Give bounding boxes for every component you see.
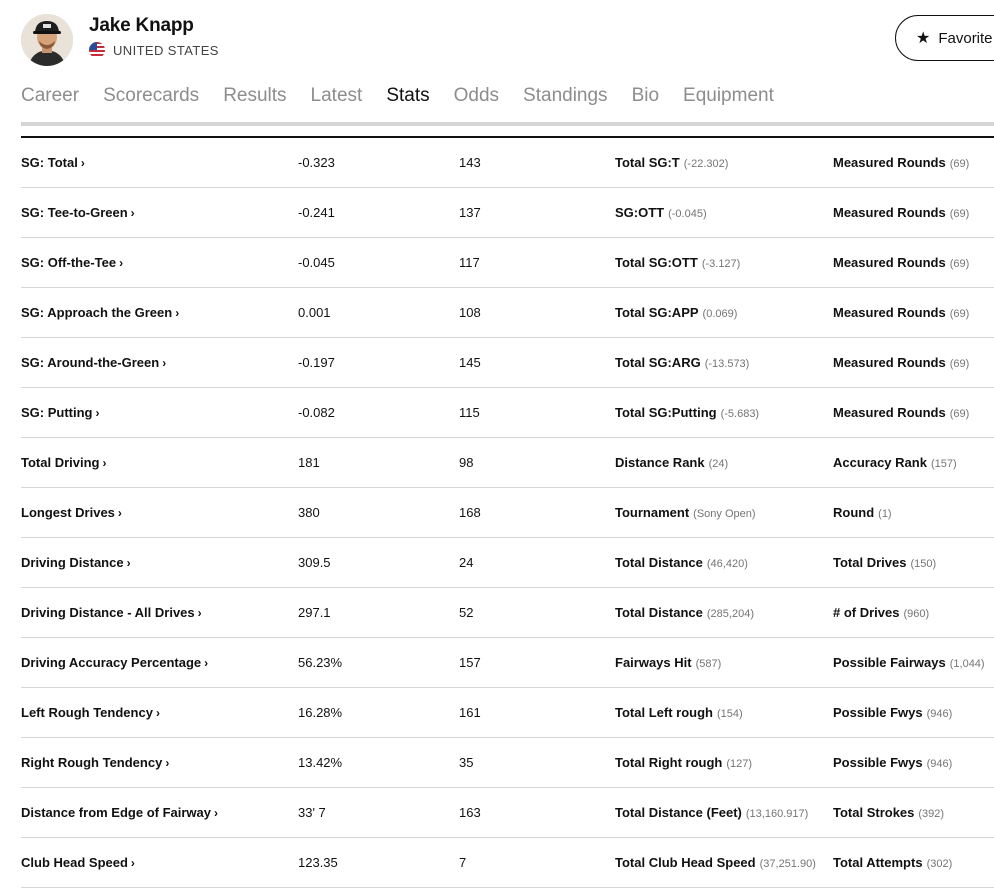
stat-supporting-1 bbox=[615, 138, 728, 187]
supporting-label: Tournament bbox=[615, 505, 690, 520]
supporting-value: (587) bbox=[695, 658, 722, 670]
supporting-value: (Sony Open) bbox=[693, 508, 756, 520]
stat-value: -0.241 bbox=[298, 205, 335, 220]
supporting-value: (-3.127) bbox=[701, 258, 741, 270]
supporting-value: (946) bbox=[926, 758, 953, 770]
stat-rank: 161 bbox=[459, 705, 481, 720]
stat-value: 309.5 bbox=[298, 555, 331, 570]
table-row bbox=[21, 538, 994, 588]
player-header bbox=[0, 0, 994, 70]
stat-supporting-2 bbox=[833, 188, 969, 237]
country-label: UNITED STATES bbox=[113, 42, 219, 58]
stat-supporting-1 bbox=[615, 588, 754, 637]
tab-career[interactable]: Career bbox=[21, 85, 80, 106]
stat-rank: 98 bbox=[459, 455, 474, 470]
supporting-value: (1) bbox=[878, 508, 892, 520]
stat-value: 33' 7 bbox=[298, 805, 326, 820]
stat-name: Right Rough Tendency bbox=[21, 755, 163, 770]
table-row bbox=[21, 838, 994, 888]
table-row bbox=[21, 138, 994, 188]
stat-supporting-1 bbox=[615, 438, 728, 487]
chevron-right-icon: › bbox=[80, 156, 85, 170]
stat-supporting-1 bbox=[615, 238, 740, 287]
supporting-label: Measured Rounds bbox=[833, 405, 946, 420]
chevron-right-icon: › bbox=[165, 756, 170, 770]
supporting-label: Total Strokes bbox=[833, 805, 915, 820]
stat-rank: 108 bbox=[459, 305, 481, 320]
stat-supporting-2 bbox=[833, 688, 952, 737]
supporting-label: Total SG:ARG bbox=[615, 355, 701, 370]
supporting-label: SG:OTT bbox=[615, 205, 665, 220]
chevron-right-icon: › bbox=[162, 356, 167, 370]
supporting-value: (69) bbox=[949, 158, 970, 170]
stat-rank: 168 bbox=[459, 505, 481, 520]
stat-value: 0.001 bbox=[298, 305, 331, 320]
stat-value: -0.197 bbox=[298, 355, 335, 370]
table-row bbox=[21, 588, 994, 638]
stat-rank: 117 bbox=[459, 255, 480, 270]
stat-name: SG: Around-the-Green bbox=[21, 355, 160, 370]
stat-name-link[interactable] bbox=[21, 388, 100, 437]
supporting-label: Total Distance (Feet) bbox=[615, 805, 742, 820]
player-avatar bbox=[21, 14, 73, 66]
table-row bbox=[21, 338, 994, 388]
stat-name-link[interactable] bbox=[21, 238, 123, 287]
stat-rank: 24 bbox=[459, 555, 474, 570]
tab-divider bbox=[21, 122, 994, 126]
stat-value: 297.1 bbox=[298, 605, 331, 620]
supporting-label: Measured Rounds bbox=[833, 305, 946, 320]
tab-equipment[interactable]: Equipment bbox=[683, 85, 774, 106]
stat-rank: 52 bbox=[459, 605, 474, 620]
supporting-label: Total SG:T bbox=[615, 155, 680, 170]
table-row bbox=[21, 438, 994, 488]
stat-supporting-2 bbox=[833, 738, 952, 787]
supporting-label: Total Left rough bbox=[615, 705, 713, 720]
supporting-label: Total Drives bbox=[833, 555, 907, 570]
table-row bbox=[21, 688, 994, 738]
stat-name-link[interactable] bbox=[21, 588, 202, 637]
supporting-label: Fairways Hit bbox=[615, 655, 692, 670]
supporting-label: Total SG:OTT bbox=[615, 255, 698, 270]
supporting-value: (946) bbox=[926, 708, 953, 720]
player-name: Jake Knapp bbox=[89, 15, 194, 36]
tab-latest[interactable]: Latest bbox=[310, 85, 363, 106]
supporting-value: (37,251.90) bbox=[759, 858, 816, 870]
stat-name-link[interactable] bbox=[21, 438, 106, 487]
stat-supporting-1 bbox=[615, 288, 737, 337]
tab-bio[interactable]: Bio bbox=[631, 85, 660, 106]
table-row bbox=[21, 738, 994, 788]
stat-supporting-1 bbox=[615, 488, 756, 537]
stat-value: 16.28% bbox=[298, 705, 343, 720]
table-row bbox=[21, 488, 994, 538]
supporting-value: (24) bbox=[708, 458, 729, 470]
stat-value: 56.23% bbox=[298, 655, 343, 670]
stat-rank: 145 bbox=[459, 355, 481, 370]
stat-supporting-2 bbox=[833, 288, 969, 337]
stat-name: Club Head Speed bbox=[21, 855, 128, 870]
stat-supporting-2 bbox=[833, 388, 969, 437]
stat-supporting-2 bbox=[833, 788, 944, 837]
chevron-right-icon: › bbox=[214, 806, 218, 820]
supporting-label: Round bbox=[833, 505, 875, 520]
stat-name-link[interactable] bbox=[21, 788, 218, 837]
supporting-value: (150) bbox=[910, 558, 937, 570]
supporting-label: Total Distance bbox=[615, 555, 703, 570]
stat-name-link[interactable] bbox=[21, 738, 169, 787]
supporting-label: # of Drives bbox=[833, 605, 900, 620]
tab-odds[interactable]: Odds bbox=[453, 85, 500, 106]
table-row bbox=[21, 788, 994, 838]
stat-value: -0.082 bbox=[298, 405, 335, 420]
supporting-label: Measured Rounds bbox=[833, 205, 946, 220]
stat-rank: 137 bbox=[459, 205, 481, 220]
supporting-value: (69) bbox=[949, 208, 970, 220]
stat-name: Distance from Edge of Fairway bbox=[21, 805, 211, 820]
chevron-right-icon: › bbox=[117, 506, 122, 520]
stat-value: 13.42% bbox=[298, 755, 343, 770]
stat-name-link[interactable] bbox=[21, 138, 85, 187]
stat-supporting-1 bbox=[615, 838, 816, 887]
stat-supporting-2 bbox=[833, 238, 969, 287]
supporting-label: Accuracy Rank bbox=[833, 455, 927, 470]
supporting-value: (-0.045) bbox=[668, 208, 707, 220]
supporting-label: Measured Rounds bbox=[833, 155, 946, 170]
chevron-right-icon: › bbox=[102, 456, 107, 470]
supporting-label: Total SG:APP bbox=[615, 305, 699, 320]
stat-name: SG: Tee-to-Green bbox=[21, 205, 128, 220]
supporting-value: (-5.683) bbox=[720, 408, 760, 420]
stat-name: SG: Putting bbox=[21, 405, 93, 420]
supporting-label: Distance Rank bbox=[615, 455, 705, 470]
chevron-right-icon: › bbox=[130, 206, 135, 220]
chevron-right-icon: › bbox=[175, 306, 180, 320]
stat-supporting-2 bbox=[833, 638, 985, 687]
stat-name-link[interactable] bbox=[21, 288, 179, 337]
stat-supporting-1 bbox=[615, 788, 808, 837]
supporting-label: Total Right rough bbox=[615, 755, 723, 770]
supporting-label: Total Attempts bbox=[833, 855, 923, 870]
player-tabs bbox=[21, 82, 798, 126]
stat-supporting-1 bbox=[615, 638, 721, 687]
supporting-value: (-22.302) bbox=[683, 158, 729, 170]
chevron-right-icon: › bbox=[130, 856, 135, 870]
stat-supporting-1 bbox=[615, 338, 749, 387]
stat-rank: 35 bbox=[459, 755, 474, 770]
favorite-label: Favorite bbox=[938, 29, 993, 47]
stat-name: Driving Distance bbox=[21, 555, 124, 570]
supporting-label: Total Distance bbox=[615, 605, 703, 620]
stat-supporting-1 bbox=[615, 388, 759, 437]
stat-name: Total Driving bbox=[21, 455, 100, 470]
table-row bbox=[21, 238, 994, 288]
stat-name-link[interactable] bbox=[21, 838, 135, 887]
stat-rank: 163 bbox=[459, 805, 481, 820]
tab-results[interactable]: Results bbox=[223, 85, 287, 106]
tab-standings[interactable]: Standings bbox=[523, 85, 608, 106]
stat-name: Driving Distance - All Drives bbox=[21, 605, 195, 620]
supporting-value: (960) bbox=[903, 608, 930, 620]
supporting-label: Possible Fwys bbox=[833, 755, 923, 770]
supporting-label: Total Club Head Speed bbox=[615, 855, 756, 870]
supporting-value: (69) bbox=[949, 258, 970, 270]
chevron-right-icon: › bbox=[126, 556, 131, 570]
stat-supporting-2 bbox=[833, 338, 969, 387]
tab-stats[interactable]: Stats bbox=[386, 82, 429, 126]
table-row bbox=[21, 388, 994, 438]
stat-value: -0.045 bbox=[298, 255, 335, 270]
stat-name: SG: Total bbox=[21, 155, 78, 170]
tab-scorecards[interactable]: Scorecards bbox=[103, 85, 200, 106]
stat-value: 181 bbox=[298, 455, 320, 470]
chevron-right-icon: › bbox=[204, 656, 209, 670]
supporting-value: (69) bbox=[949, 308, 970, 320]
stat-name-link[interactable] bbox=[21, 188, 135, 237]
stat-rank: 143 bbox=[459, 155, 481, 170]
stat-supporting-1 bbox=[615, 538, 748, 587]
supporting-label: Total SG:Putting bbox=[615, 405, 717, 420]
stat-value: -0.323 bbox=[298, 155, 335, 170]
supporting-value: (157) bbox=[930, 458, 957, 470]
stat-supporting-1 bbox=[615, 738, 752, 787]
supporting-value: (0.069) bbox=[702, 308, 738, 320]
supporting-value: (392) bbox=[918, 808, 945, 820]
stat-value: 123.35 bbox=[298, 855, 338, 870]
stat-name-link[interactable] bbox=[21, 488, 122, 537]
stat-supporting-1 bbox=[615, 688, 743, 737]
supporting-label: Measured Rounds bbox=[833, 255, 946, 270]
stat-name: Longest Drives bbox=[21, 505, 115, 520]
table-row bbox=[21, 188, 994, 238]
stat-name: Left Rough Tendency bbox=[21, 705, 153, 720]
supporting-value: (-13.573) bbox=[704, 358, 750, 370]
star-icon: ★ bbox=[916, 30, 931, 47]
supporting-value: (154) bbox=[716, 708, 743, 720]
stat-name: Driving Accuracy Percentage bbox=[21, 655, 202, 670]
favorite-button[interactable] bbox=[895, 15, 994, 61]
supporting-value: (127) bbox=[726, 758, 753, 770]
table-row bbox=[21, 288, 994, 338]
chevron-right-icon: › bbox=[155, 706, 160, 720]
player-country bbox=[89, 42, 219, 58]
stat-supporting-2 bbox=[833, 538, 936, 587]
supporting-label: Possible Fairways bbox=[833, 655, 946, 670]
stat-rank: 7 bbox=[459, 855, 467, 870]
supporting-value: (69) bbox=[949, 358, 970, 370]
supporting-value: (1,044) bbox=[949, 658, 985, 670]
chevron-right-icon: › bbox=[197, 606, 202, 620]
supporting-value: (285,204) bbox=[706, 608, 754, 620]
stats-table bbox=[21, 138, 994, 888]
supporting-label: Possible Fwys bbox=[833, 705, 923, 720]
supporting-value: (302) bbox=[926, 858, 953, 870]
stat-name: SG: Approach the Green bbox=[21, 305, 173, 320]
stat-name-link[interactable] bbox=[21, 638, 208, 687]
stat-name-link[interactable] bbox=[21, 688, 160, 737]
us-flag-icon bbox=[89, 42, 105, 58]
stat-rank: 115 bbox=[459, 405, 480, 420]
stat-supporting-2 bbox=[833, 438, 957, 487]
supporting-label: Measured Rounds bbox=[833, 355, 946, 370]
stat-name: SG: Off-the-Tee bbox=[21, 255, 117, 270]
stat-supporting-2 bbox=[833, 488, 892, 537]
chevron-right-icon: › bbox=[119, 256, 124, 270]
supporting-value: (46,420) bbox=[706, 558, 748, 570]
stat-supporting-2 bbox=[833, 588, 929, 637]
stat-value: 380 bbox=[298, 505, 320, 520]
stat-supporting-1 bbox=[615, 188, 707, 237]
stat-supporting-2 bbox=[833, 838, 952, 887]
table-row bbox=[21, 638, 994, 688]
stat-supporting-2 bbox=[833, 138, 969, 187]
supporting-value: (69) bbox=[949, 408, 970, 420]
stat-rank: 157 bbox=[459, 655, 481, 670]
chevron-right-icon: › bbox=[95, 406, 100, 420]
stat-name-link[interactable] bbox=[21, 338, 166, 387]
supporting-value: (13,160.917) bbox=[745, 808, 809, 820]
stat-name-link[interactable] bbox=[21, 538, 131, 587]
